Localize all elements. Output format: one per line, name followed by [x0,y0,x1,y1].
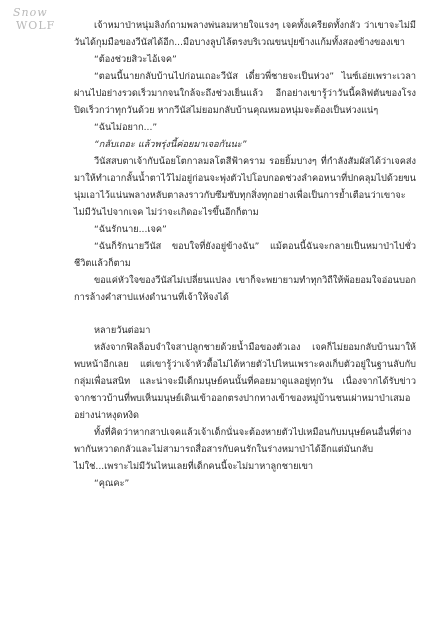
paragraph: วีนัสสบตาเจ้ากับน้อยโตกาลมลโตสีฟ้าคราม รอยยิ้มบางๆ ที่กำลังสัมผัสได้ว่าเจคส่งมาให้ทำเอากลั้นน้ำตาไว้ไม่อยู่ก่อนจะพุ่งตัวไปโอบกอดช่วงลำคอหนาที่ปกคลุมไปด้วยขนนุ่มเอาไว้แน่นพลางหลับตาลงราวกับซึมซับทุกสิ่งทุกอย่างเพื่อเป็นการย้ำเตือนว่าเขาจะไม่มีวันไปจากเจค ไม่ว่าจะเกิดอะไรขึ้นอีกก็ตาม [74,156,416,218]
paragraph: ขอแค่หัวใจของวีนัสไม่เปลี่ยนแปลง เขาก็จะพยายามทำทุกวิถีให้พ้อยอมใจอ่อนบอกการล้างคำสาปแห่งดำนานที่เจ้าให้จงได้ [74,275,416,303]
dialogue-line: “ฉันรักนาย...เจค” [94,224,167,235]
paragraph: “ตอนนี้นายกลับบ้านไปก่อนเถอะวีนัส เดี๋ยวพี่ชายจะเป็นห่วง” ไนซ์เอ่ยเพราะเวลาผ่านไปอย่างรวดเร็วมากจนใกล้จะถึงช่วงเย็นแล้ว อีกอย่างเขารู้ว่าวันนี้คลิฟตันของโรงปิดเร็วกว่าทุกวันด้วย หากวีนัสไม่ยอมกลับบ้านคุณหมอหนุ่มจะต้องเป็นห่วงแน่ๆ [74,71,416,116]
paragraph: “ฉันก็รักนายวีนัส ขอบใจที่ยังอยู่ข้างฉัน” แม้ตอนนี้ฉันจะกลายเป็นหมาป่าไปชั่วชีวิตแล้วก็ตาม [74,241,416,269]
paragraph: หลังจากฟิลล็อบจำใจสาปลูกชายด้วยน้ำมือของตัวเอง เจคก็ไม่ยอมกลับบ้านมาให้พบหน้าอีกเลย แต่เขารู้ว่าเจ้าหัวดื้อไม่ได้หายตัวไปไหนเพราะคงเก็บตัวอยู่ในฐานลับกับกลุ่มเพื่อนสนิท และน่าจะมีเด็กมนุษย์คนนั้นที่คอยมาดูแลอยู่ทุกวัน เนื่องจากได้รับข่าวจากชาวบ้านที่พบเห็นมนุษย์เดินเข้าออกตรงปากทางเข้าของหมู่บ้านชนเผ่าหมาป่าเสมออย่างน่าหงุดหงิด [74,342,416,421]
dialogue-line: “ต้องช่วยสิวะไอ้เจค” [94,54,177,65]
dialogue-line: “ฉันไม่อยาก...” [94,122,158,133]
section-gap [74,306,416,322]
logo-line-2: WOLF [16,19,56,32]
paragraph: ทั้งที่คิดว่าหากสาปเจคแล้วเจ้าเด็กนั่นจะต้องหายตัวไปเหมือนกับมนุษย์คนอื่นที่ต่างพากันหวาดกลัวและไม่สามารถสื่อสารกับคนรักในร่างหมาป่าได้อีกแต่มันกลับไม่ใช่...เพราะไม่มีวันไหนเลยที่เด็กคนนี้จะไม่มาหาลูกชายเขา [74,427,412,472]
dialogue-line: “คุณคะ” [94,478,130,489]
dialogue-line: “กลับเถอะ แล้วพรุ่งนี้ค่อยมาเจอกันนะ” [94,139,247,150]
page-body [74,17,416,492]
logo-watermark [13,6,56,36]
logo-line-1: Snow [13,6,48,19]
paragraph: เจ้าหมาป่าหนุ่มลิงก์ถามพลางพ่นลมหายใจแรงๆ เจคทั้งเครียดทั้งกลัว ว่าเขาจะไม่มีวันได้กุมมือของวีนัสได้อีก...มือบางลูบไล้ตรงบริเวณขนปุยข้างแก้มทั้งสองข้างของเขา [74,20,416,48]
section-heading: หลายวันต่อมา [94,325,151,336]
